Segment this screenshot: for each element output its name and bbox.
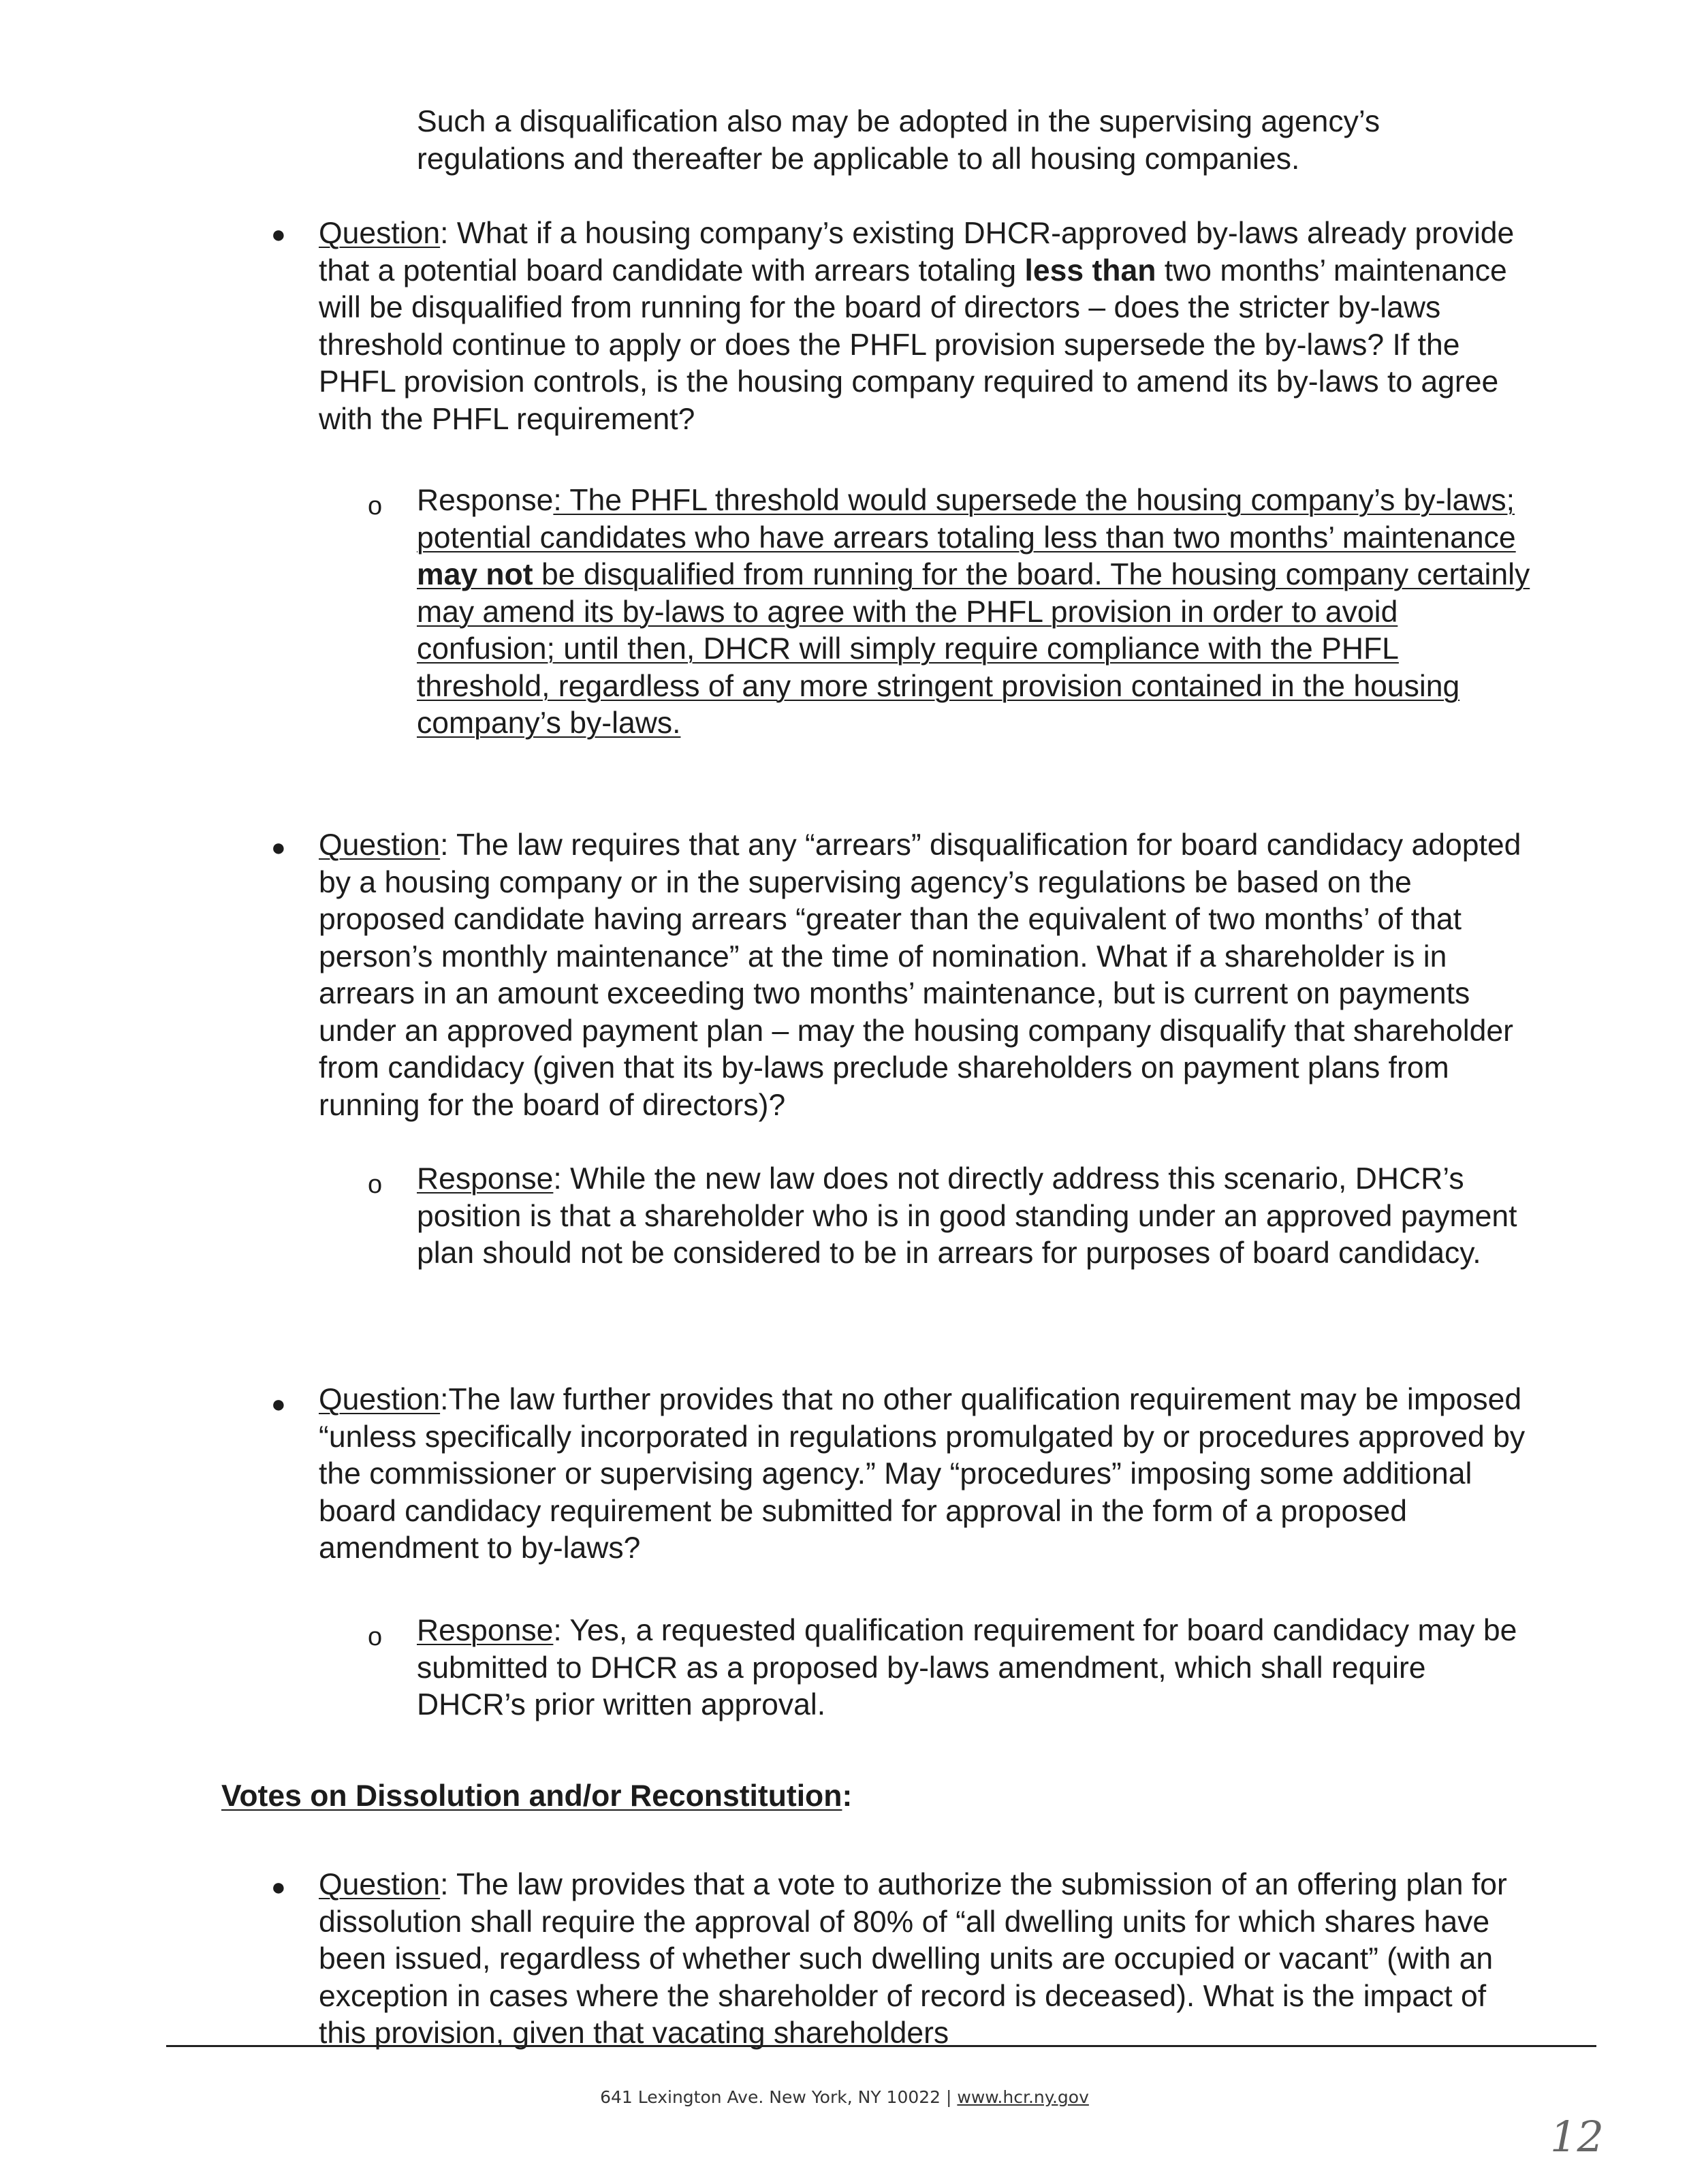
footer-website-link[interactable]: www.hcr.ny.gov [957, 2087, 1089, 2107]
response-label: Response [417, 484, 554, 517]
question-label: Question [319, 828, 441, 862]
response-1 [417, 482, 1534, 743]
footer-divider [166, 2045, 1596, 2047]
section-heading: Votes on Dissolution and/or Reconstitution: [221, 1779, 853, 1813]
question-3-text: The law further provides that no other qualification requirement may be imposed “unless specifically incorporated in regulations promulgated by or procedures approved by the commissioner or supervising agency.” May “procedures” imposing some additional board candidacy requirement be submitted for approval in the form of a proposed amendment to by-laws? [319, 1383, 1526, 1565]
bullet-icon: ● [271, 220, 286, 248]
response-3: Response: Yes, a requested qualification requirement for board candidacy may be submitted to DHCR as a proposed by-laws amendment, which shall require DHCR’s prior written approval. [417, 1614, 1517, 1721]
emphasis-may-not: may not [417, 558, 533, 591]
footer-address: 641 Lexington Ave. New York, NY 10022 | [600, 2087, 958, 2107]
intro-line-2: regulations and thereafter be applicable to all housing companies. [417, 142, 1300, 176]
question-1-text-cont: two months’ maintenance will be disqualified from running for the board of directors – does the stricter by-laws threshold continue to apply or does the PHFL provision supersede the by-laws? If the PHFL provision controls, is the housing company required to amend its by-laws to agree with the PHFL requirement? [319, 253, 1507, 436]
question-2: Question: The law requires that any “arrears” disqualification for board candidacy adopted by a housing company or in the supervising agency’s regulations be based on the proposed candidate having arrears “greater than the equivalent of two months’ of that person’s monthly maintenance” at the time of nomination. What if a shareholder is in arrears in an amount exceeding two months’ maintenance, but is current on payments under an approved payment plan – may the housing company disqualify that shareholder from candidacy (given that its by-laws preclude shareholders on payment plans from running for the board of directors)? [319, 828, 1521, 1122]
question-1: Question: What if a housing company’s existing DHCR-approved by-laws already provide that a potential board candidate with arrears totaling less than two months’ maintenance will be disqualified from running for the board of directors – does the stricter by-laws threshold continue to apply or does the PHFL provision supersede the by-laws? If the PHFL provision controls, is the housing company required to amend its by-laws to agree with the PHFL requirement? [319, 217, 1515, 436]
question-2-text: The law requires that any “arrears” disqualification for board candidacy adopted by a housing company or in the supervising agency’s regulations be based on the proposed candidate having arrears “greater than the equivalent of two months’ of that person’s monthly maintenance” at the time of nomination. What if a shareholder is in arrears in an amount exceeding two months’ maintenance, but is current on payments under an approved payment plan – may the housing company disqualify that shareholder from candidacy (given that its by-laws preclude shareholders on payment plans from running for the board of directors)? [319, 828, 1521, 1122]
intro-paragraph [417, 104, 1534, 178]
response-2: Response: While the new law does not directly address this scenario, DHCR’s position is that a shareholder who is in good standing under an approved payment plan should not be considered to be in arrears for purposes of board candidacy. [417, 1162, 1517, 1270]
page-number: 12 [1550, 2112, 1604, 2162]
question-1-text: What if a housing company’s existing DHCR-approved by-laws already provide that a potential board candidate with arrears totaling [319, 217, 1515, 287]
question-4: Question: The law provides that a vote to authorize the submission of an offering plan for dissolution shall require the approval of 80% of “all dwelling units for which shares have been issued, regardless of whether such dwelling units are occupied or vacant” (with an exception in cases where the shareholder of record is deceased). What is the impact of this provision, given that vacating shareholders [319, 1868, 1507, 2050]
question-3: Question:The law further provides that no other qualification requirement may be imposed “unless specifically incorporated in regulations promulgated by or procedures approved by the commissioner or supervising agency.” May “procedures” imposing some additional board candidacy requirement be submitted for approval in the form of a proposed amendment to by-laws? [319, 1383, 1526, 1565]
sub-bullet-icon: o [368, 1623, 383, 1651]
response-2-text: While the new law does not directly address this scenario, DHCR’s position is that a shareholder who is in good standing under an approved payment plan should not be considered to be in arrears for purposes of board candidacy. [417, 1162, 1517, 1270]
footer [0, 2087, 1689, 2107]
response-1-text-cont: be disqualified from running for the board. The housing company certainly may amend its by-laws to agree with the PHFL provision in order to avoid confusion; until then, DHCR will simply require compliance with the PHFL threshold, regardless of any more stringent provision contained in the housing company’s by-laws. [417, 558, 1530, 740]
sub-bullet-icon: o [368, 1170, 383, 1199]
section-heading-text: Votes on Dissolution and/or Reconstitution [221, 1779, 842, 1813]
question-4-text: The law provides that a vote to authorize the submission of an offering plan for dissolution shall require the approval of 80% of “all dwelling units for which shares have been issued, regardless of whether such dwelling units are occupied or vacant” (with an exception in cases where the shareholder of record is deceased). What is the impact of this provision, given that vacating shareholders [319, 1868, 1507, 2050]
response-label: Response [417, 1162, 554, 1196]
question-label: Question [319, 1383, 441, 1416]
bullet-icon: ● [271, 1873, 286, 1901]
emphasis-less-than: less than [1024, 253, 1156, 287]
response-label: Response [417, 1614, 554, 1647]
bullet-icon: ● [271, 833, 286, 861]
response-1-text: : The PHFL threshold would supersede the housing company’s by-laws; potential candidates who have arrears totaling less than two months’ maintenance [417, 484, 1516, 555]
intro-line-1: Such a disqualification also may be adopted in the supervising agency’s [417, 105, 1380, 138]
response-3-text: Yes, a requested qualification requirement for board candidacy may be submitted to DHCR as a proposed by-laws amendment, which shall require DHCR’s prior written approval. [417, 1614, 1517, 1721]
question-label: Question [319, 1868, 441, 1901]
bullet-icon: ● [271, 1390, 286, 1418]
sub-bullet-icon: o [368, 492, 383, 520]
question-label: Question [319, 217, 441, 250]
